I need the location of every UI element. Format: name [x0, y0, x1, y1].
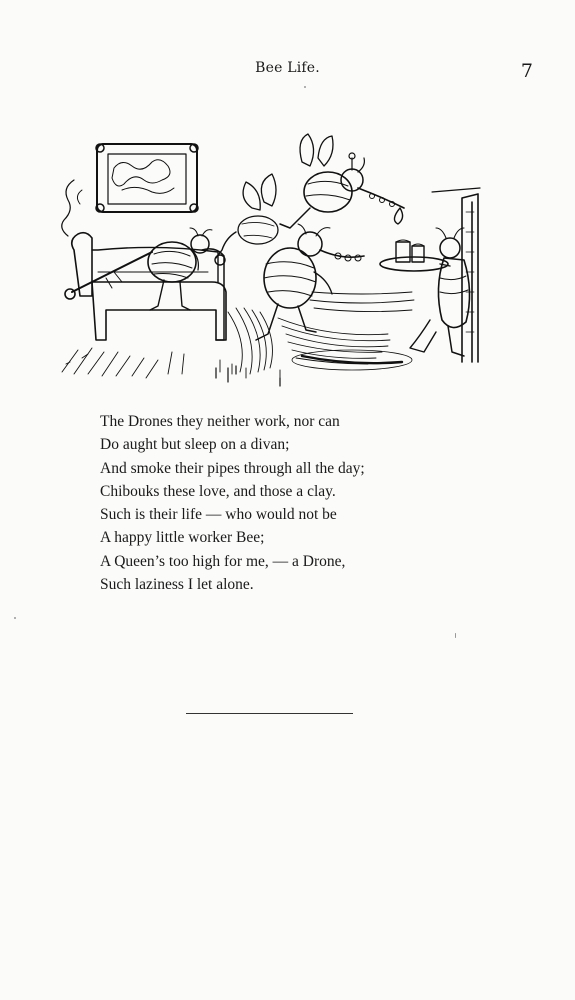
worker-bee-serving-icon	[380, 228, 470, 356]
poem-line: A happy little worker Bee;	[100, 529, 265, 547]
page-number: 7	[520, 60, 533, 82]
framed-picture-icon	[96, 144, 198, 212]
engraving-illustration	[52, 132, 484, 387]
poem-line: Chibouks these love, and those a clay.	[100, 482, 336, 500]
flying-drone-upper-icon	[280, 134, 404, 228]
poem-line: A Queen’s too high for me, — a Drone,	[100, 552, 346, 570]
paper-speck	[304, 86, 306, 88]
paper-speck	[455, 633, 456, 638]
poem-line: And smoke their pipes through all the day;	[100, 459, 365, 477]
poem-line: Such laziness I let alone.	[100, 576, 254, 594]
poem-stanza	[100, 410, 365, 596]
divan-icon	[72, 233, 226, 340]
floor-hatching-icon	[62, 292, 414, 382]
poem-line: Do aught but sleep on a divan;	[100, 436, 290, 454]
poem-line: Such is their life — who would not be	[100, 506, 337, 524]
section-divider-rule	[186, 713, 353, 714]
poem-line: The Drones they neither work, nor can	[100, 413, 340, 430]
flying-drone-icon	[215, 174, 364, 340]
sleeping-drone-icon	[65, 228, 212, 310]
paper-speck	[14, 617, 16, 619]
running-title: Bee Life.	[255, 60, 320, 76]
